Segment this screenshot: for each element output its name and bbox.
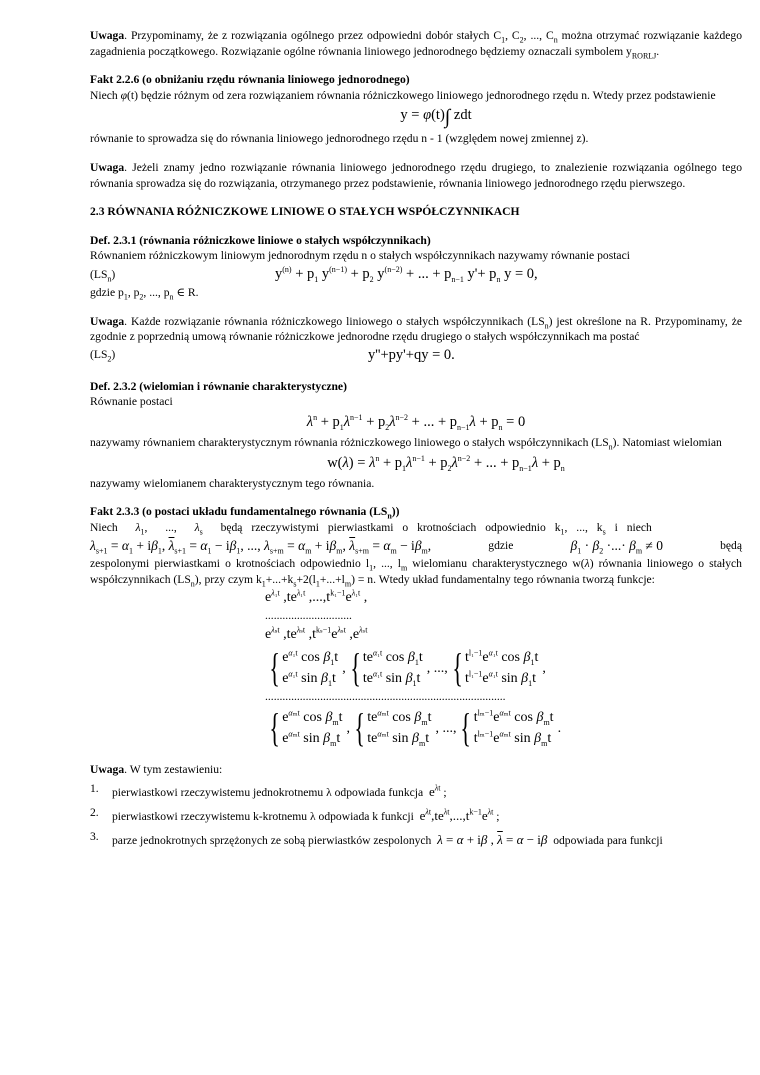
uwaga-paragraph-2: Uwaga. Jeżeli znamy jedno rozwiązanie równania liniowego jednorodnego rzędu drugiego, to znalezienie rozwiązania ogólnego tego równania sprowadza się do rozwiązania, otrzymanego przez podstawienie, równania liniowego jednorodnego rzędu pierwszego. xyxy=(90,160,742,190)
fund-dots-1: .............................. xyxy=(265,609,352,623)
uwaga-label: Uwaga xyxy=(90,29,125,42)
fund-line-s: $e^{\lambda_st}$ $,te^{\lambda_st}$ $,t^{k_s-1}e^{\lambda_st}$ $,e^{\lambda_st}$ xyxy=(265,625,368,643)
characteristic-polynomial: $w(\lambda) = \lambda^n + p_1\lambda^{n-1} + p_2\lambda^{n-2}$ + ... + $p_{n-1}\lambda + p_n$ xyxy=(327,453,565,473)
def-232-text3: nazywamy wielomianem charakterystycznym tego równania. xyxy=(90,476,375,490)
ls2-equation: y''+py'+qy = 0. xyxy=(368,346,455,363)
def-231-where: gdzie $p_1$, $p_2$, ..., $p_n$ ∈ R. xyxy=(90,285,199,302)
fund-block-m: { $e^{\alpha_mt}$ $\cos \beta_mt$ $e^{\alpha_mt}$ $\sin \beta_mt$ , { $te^{\alpha_mt}$ $\cos \beta_mt$ $te^{\alpha_mt}$ $\sin \beta_mt$ , ..., { $t^{l_m-1}e^{\alpha_mt}$ $\cos \beta_mt$ $t^{l_m-1}e^{\alpha_mt}$ $\sin \beta_mt$ . xyxy=(269,705,562,751)
list-item: 1. pierwiastkowi rzeczywistemu jednokrotnemu λ odpowiada funkcja $e^{\lambda t}$ ; xyxy=(90,782,447,800)
fund-line-1: $e^{\lambda_1t}$ $,te^{\lambda_1t}$ $,...,t^{k_1-1}e^{\lambda_1t}$ , xyxy=(265,588,368,606)
fundamental-system xyxy=(265,587,742,749)
complex-roots-line: $\lambda_{s+1} = \alpha_1 + i\beta_1$, $\overline{\lambda}_{s+1} = \alpha_1 - i\beta_1$, ..., $\lambda_{s+m} = \alpha_m + i\beta_m$, $\overline{\lambda}_{s+m} = \alpha_m - i\beta_m$, gdzie $\beta_1 \cdot \beta_2$ ·...· $\beta_m \ne 0$ będą xyxy=(90,538,742,556)
uwaga-list xyxy=(90,781,742,850)
fakt-233-text1: Niech $\lambda_1$, ..., $\lambda_s$ będą rzeczywistymi pierwiastkami o krotnościach odpowiednio $k_1$, ..., $k_s$ i niech xyxy=(90,520,652,536)
fakt-226-equation: y = φ(t)∫ zdt xyxy=(400,106,472,129)
fakt-233-text2: zespolonymi pierwiastkami o krotnościach odpowiednio $l_1$, ..., $l_m$ wielomianu charakterystycznego w(λ) równania liniowego o stałych współczynnikach $(LS_n)$, przy czym $k_1+...+k_s+2(l_1+...+l_m) = n$. Wtedy układ fundamentalny tego równania tworzą funkcje: xyxy=(90,557,742,589)
def-232-title: Def. 2.3.2 (wielomian i równanie charakterystyczne) xyxy=(90,379,347,393)
section-title: 2.3 RÓWNANIA RÓŻNICZKOWE LINIOWE O STAŁYCH WSPÓŁCZYNNIKACH xyxy=(90,205,520,219)
def-232-text2: nazywamy równaniem charakterystycznym równania różniczkowego liniowego o stałych współczynnikach $(LS_n)$. Natomiast wielomian xyxy=(90,435,722,452)
fakt-226-conclusion: równanie to sprowadza się do równania liniowego jednorodnego rzędu n - 1 (względem nowej zmiennej z). xyxy=(90,132,589,146)
def-232-text1: Równanie postaci xyxy=(90,395,173,409)
fakt-226-text: Niech φ(t) będzie różnym od zera rozwiązaniem równania różniczkowego liniowego jednorodnego rzędu n. Wtedy przez podstawienie xyxy=(90,88,716,102)
def-231-text: Równaniem różniczkowym liniowym jednorodnym rzędu n o stałych współczynnikach nazywamy równanie postaci xyxy=(90,249,630,263)
document-page xyxy=(90,28,742,853)
def-231-title: Def. 2.3.1 (równania różniczkowe liniowe o stałych współczynnikach) xyxy=(90,233,431,247)
fakt-233-title: Fakt 2.3.3 (o postaci układu fundamentalnego równania $(LS_n)$) xyxy=(90,505,400,521)
fakt-226-title: Fakt 2.2.6 (o obniżaniu rzędu równania liniowego jednorodnego) xyxy=(90,73,410,87)
characteristic-equation: $\lambda^n + p_1\lambda^{n-1} + p_2\lambda^{n-2}$ + ... + $p_{n-1}\lambda + p_n = 0$ xyxy=(306,413,526,432)
fund-block-1: { $e^{\alpha_1t}$ $\cos \beta_1t$ $e^{\alpha_1t}$ $\sin \beta_1t$ , { $te^{\alpha_1t}$ $\cos \beta_1t$ $te^{\alpha_1t}$ $\sin \beta_1t$ , ..., { $t^{l_1-1}e^{\alpha_1t}$ $\cos \beta_1t$ $t^{l_1-1}e^{\alpha_1t}$ $\sin \beta_1t$ , xyxy=(269,645,546,691)
uwaga-paragraph-4: Uwaga. W tym zestawieniu: xyxy=(90,763,223,777)
equation-label: $(LS_n)$ xyxy=(90,267,116,283)
uwaga-paragraph-3: Uwaga. Każde rozwiązanie równania różniczkowego liniowego o stałych współczynnikach $(LS_n)$ jest określone na R. Przypominamy, że zgodnie z poprzednią umową równanie różniczkowe jednorodne rzędu drugiego o stałych współczynnikach ma postać xyxy=(90,314,742,344)
ls2-equation-row: $(LS_2)$ y''+py'+qy = 0. xyxy=(90,346,455,364)
list-item: 3. parze jednokrotnych sprzężonych ze sobą pierwiastków zespolonych λ = α + iβ , $\overline{\lambda} = \alpha - i\beta$ odpowiada para funkcji xyxy=(90,830,663,848)
fund-dots-2: ................................................................................... xyxy=(265,690,506,704)
def-231-equation-row xyxy=(90,264,742,285)
list-item: 2. pierwiastkowi rzeczywistemu k-krotnemu λ odpowiada k funkcji $e^{\lambda t},te^{\lambda t},...,t^{k-1}e^{\lambda t}$ ; xyxy=(90,806,500,824)
uwaga-paragraph-1: Uwaga. Przypominamy, że z rozwiązania ogólnego przez odpowiedni dobór stałych $C_1$, $C_2$, ..., $C_n$ można otrzymać rozwiązanie każdego zagadnienia początkowego. Rozwiązanie ogólne równania liniowego jednorodnego będziemy oznaczali symbolem $y_{RORLJ}$. xyxy=(90,29,742,60)
def-231-equation: $y^{(n)} + p_1$ $y^{(n-1)} + p_2$ $y^{(n-2)}$ + ... + $p_{n-1}$ $y'+ p_n$ y = 0, xyxy=(275,265,538,284)
